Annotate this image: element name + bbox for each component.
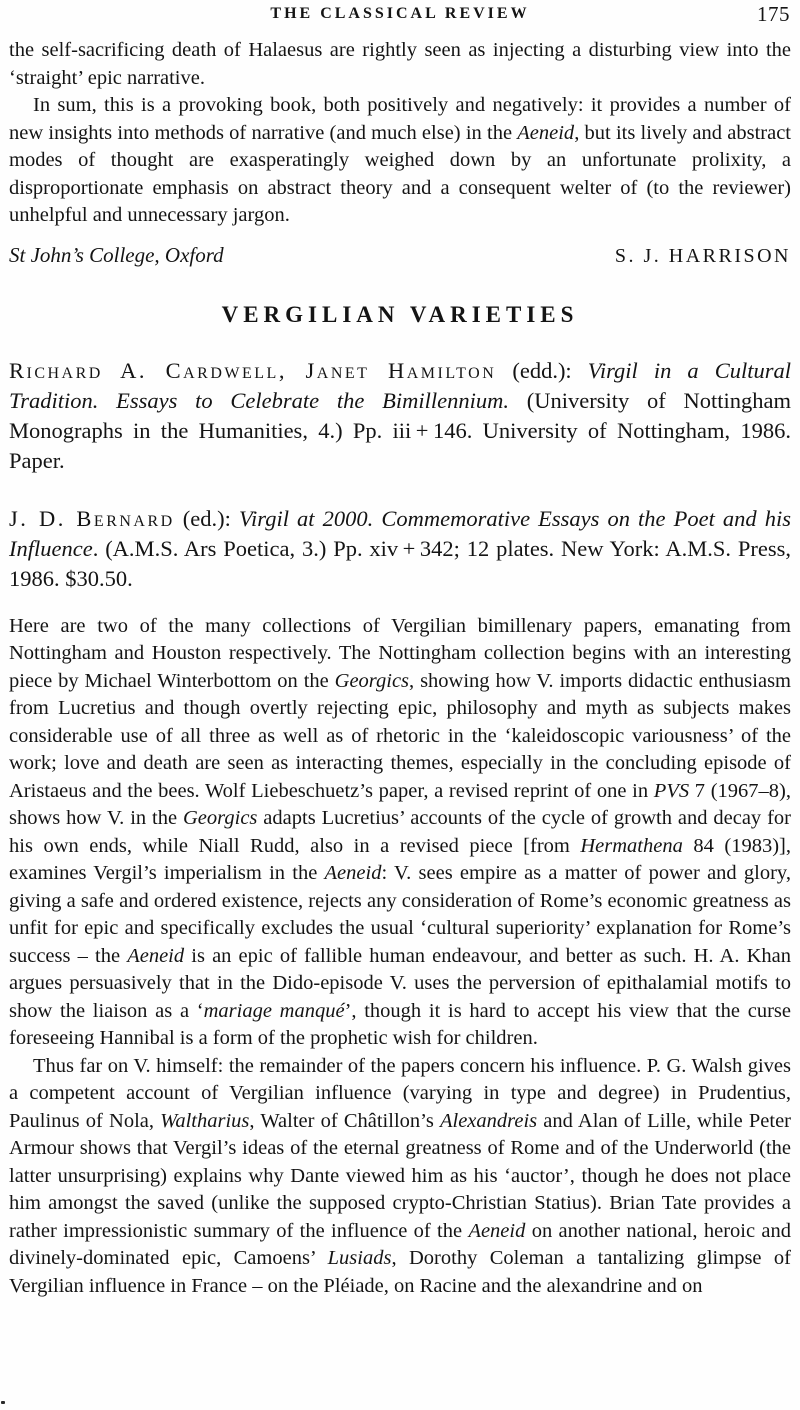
review-body (9, 613, 791, 1301)
text-segment: : V. sees empire as a matter of power and glory, giving a safe and ordered existence, rejects any consideration of Rome’s economic greatness as unfit for epic and specifically excludes the usual ‘cultural superiority’ explanation for Rome’s success – the (9, 862, 791, 967)
text-segment: . (A.M.S. Ars Poetica, 3.) Pp. xiv + 342; 12 plates. New York: A.M.S. Press, 1986. $30.50. (9, 535, 791, 591)
text-segment: is an epic of fallible human endeavour, and better as such. H. A. Khan argues persuasively that in the Dido-episode V. uses the perversion of epithalamial motifs to show the liaison as a ‘ (9, 944, 791, 1022)
text-segment: and Alan of Lille, while Peter Armour shows that Vergil’s ideas of the eternal greatness of Rome and of the Underworld (the latter unsurprising) explains why Dante viewed him as his ‘auctor’, though he does not place him amongst the saved (unlike the supposed crypto-Christian Statius). Brian Tate provides a rather impressionistic summary of the influence of the (9, 1109, 791, 1242)
text-segment: , but its lively and abstract modes of thought are exasperatingly weighed down by an unfortunate prolixity, a disproportionate emphasis on abstract theory and a consequent welter of (to the reviewer) unhelpful and unnecessary jargon. (9, 121, 791, 226)
article-title: VERGILIAN VARIETIES (221, 301, 579, 327)
scan-artifact (1, 1401, 5, 1404)
text-segment: (University of Nottingham Monographs in the Humanities, 4.) Pp. iii + 146. University of Nottingham, 1986. Paper. (9, 387, 791, 473)
text-segment: Aeneid (517, 121, 575, 144)
text-segment: Hermathena (580, 834, 683, 857)
text-segment: , Dorothy Coleman a tantalizing glimpse of Vergilian influence in France – on the Pléiade, on Racine and the alexandrine and on (9, 1247, 792, 1297)
text-segment: 7 (1967–8), shows how V. in the (9, 779, 791, 829)
text-segment: ’, though it is hard to accept his view that the curse foreseeing Hannibal is a form of the prophetic wish for children. (9, 999, 791, 1049)
book-citation-bernard (9, 504, 791, 594)
previous-review-end (9, 37, 791, 268)
review-paragraph-1 (9, 613, 791, 1053)
text-segment: PVS (653, 779, 690, 802)
text-segment: Aeneid (468, 1219, 526, 1242)
text-segment: Thus far on V. himself: the remainder of the papers concern his influence. P. G. Walsh gives a competent account of Vergilian influence (varying in type and degree) in Prudentius, Paulinus of Nola, (9, 1054, 791, 1132)
text-segment: , showing how V. imports didactic enthusiasm from Lucretius and though overtly rejecting epic, philosophy and myth as subjects makes considerable use of all three as well as of rhetoric in the ‘kaleidoscopic variousness’ of the work; love and death are seen as interacting themes, especially in the concluding episode of Aristaeus and the bees. Wolf Liebeschuetz’s paper, a revised reprint of one in (9, 669, 792, 802)
paragraph-carryover (9, 37, 791, 92)
text-segment: Here are two of the many collections of Vergilian bimillenary papers, emanating from Nottingham and Houston respectively. The Nottingham collection begins with an interesting piece by Michael Winterbottom on the (9, 614, 791, 692)
page-number: 175 (757, 2, 790, 26)
text-segment: Aeneid (324, 862, 382, 884)
text-segment: (edd.): (496, 357, 588, 383)
text-segment: the self-sacrificing death of Halaesus are rightly seen as injecting a disturbing view into the ‘straight’ epic narrative. (9, 39, 791, 89)
text-segment: , Walter of Châtillon’s (249, 1109, 440, 1132)
running-head (9, 4, 791, 28)
text-segment: Alexandreis (439, 1109, 538, 1132)
journal-title: THE CLASSICAL REVIEW (270, 5, 530, 22)
reviewer-name: S. J. HARRISON (614, 244, 791, 267)
review-paragraph-2 (9, 1053, 791, 1301)
text-segment: Georgics (183, 807, 258, 829)
text-segment: In sum, this is a provoking book, both positively and negatively: it provides a number of new insights into methods of narrative (and much else) in the (9, 94, 791, 144)
reviewer-affiliation: St John’s College, Oxford (9, 242, 224, 267)
text-segment: mariage manqué (203, 999, 345, 1022)
text-segment: adapts Lucretius’ accounts of the cycle of growth and decay for his own ends, while Niall Rudd, also in a revised piece [from (9, 807, 791, 857)
text-segment: (ed.): (174, 505, 239, 531)
text-segment: Richard A. Cardwell, Janet Hamilton (9, 357, 497, 383)
text-segment: Lusiads (327, 1247, 392, 1269)
book-citation-nottingham (9, 356, 791, 476)
text-segment: on another national, heroic and divinely-dominated epic, Camoens’ (9, 1219, 791, 1269)
text-segment: Aeneid (127, 944, 185, 967)
text-segment: Georgics (334, 669, 410, 692)
paragraph-conclusion (9, 92, 791, 230)
text-segment: J. D. Bernard (9, 505, 175, 531)
review-signoff (9, 243, 791, 268)
text-segment: 84 (1983)], examines Vergil’s imperialism in the (9, 834, 791, 884)
text-segment: Virgil in a Cultural Tradition. Essays to Celebrate the Bimillennium. (9, 357, 791, 413)
text-segment: Waltharius (160, 1109, 250, 1132)
text-segment: Virgil at 2000. Commemorative Essays on the Poet and his Influence (9, 505, 791, 561)
